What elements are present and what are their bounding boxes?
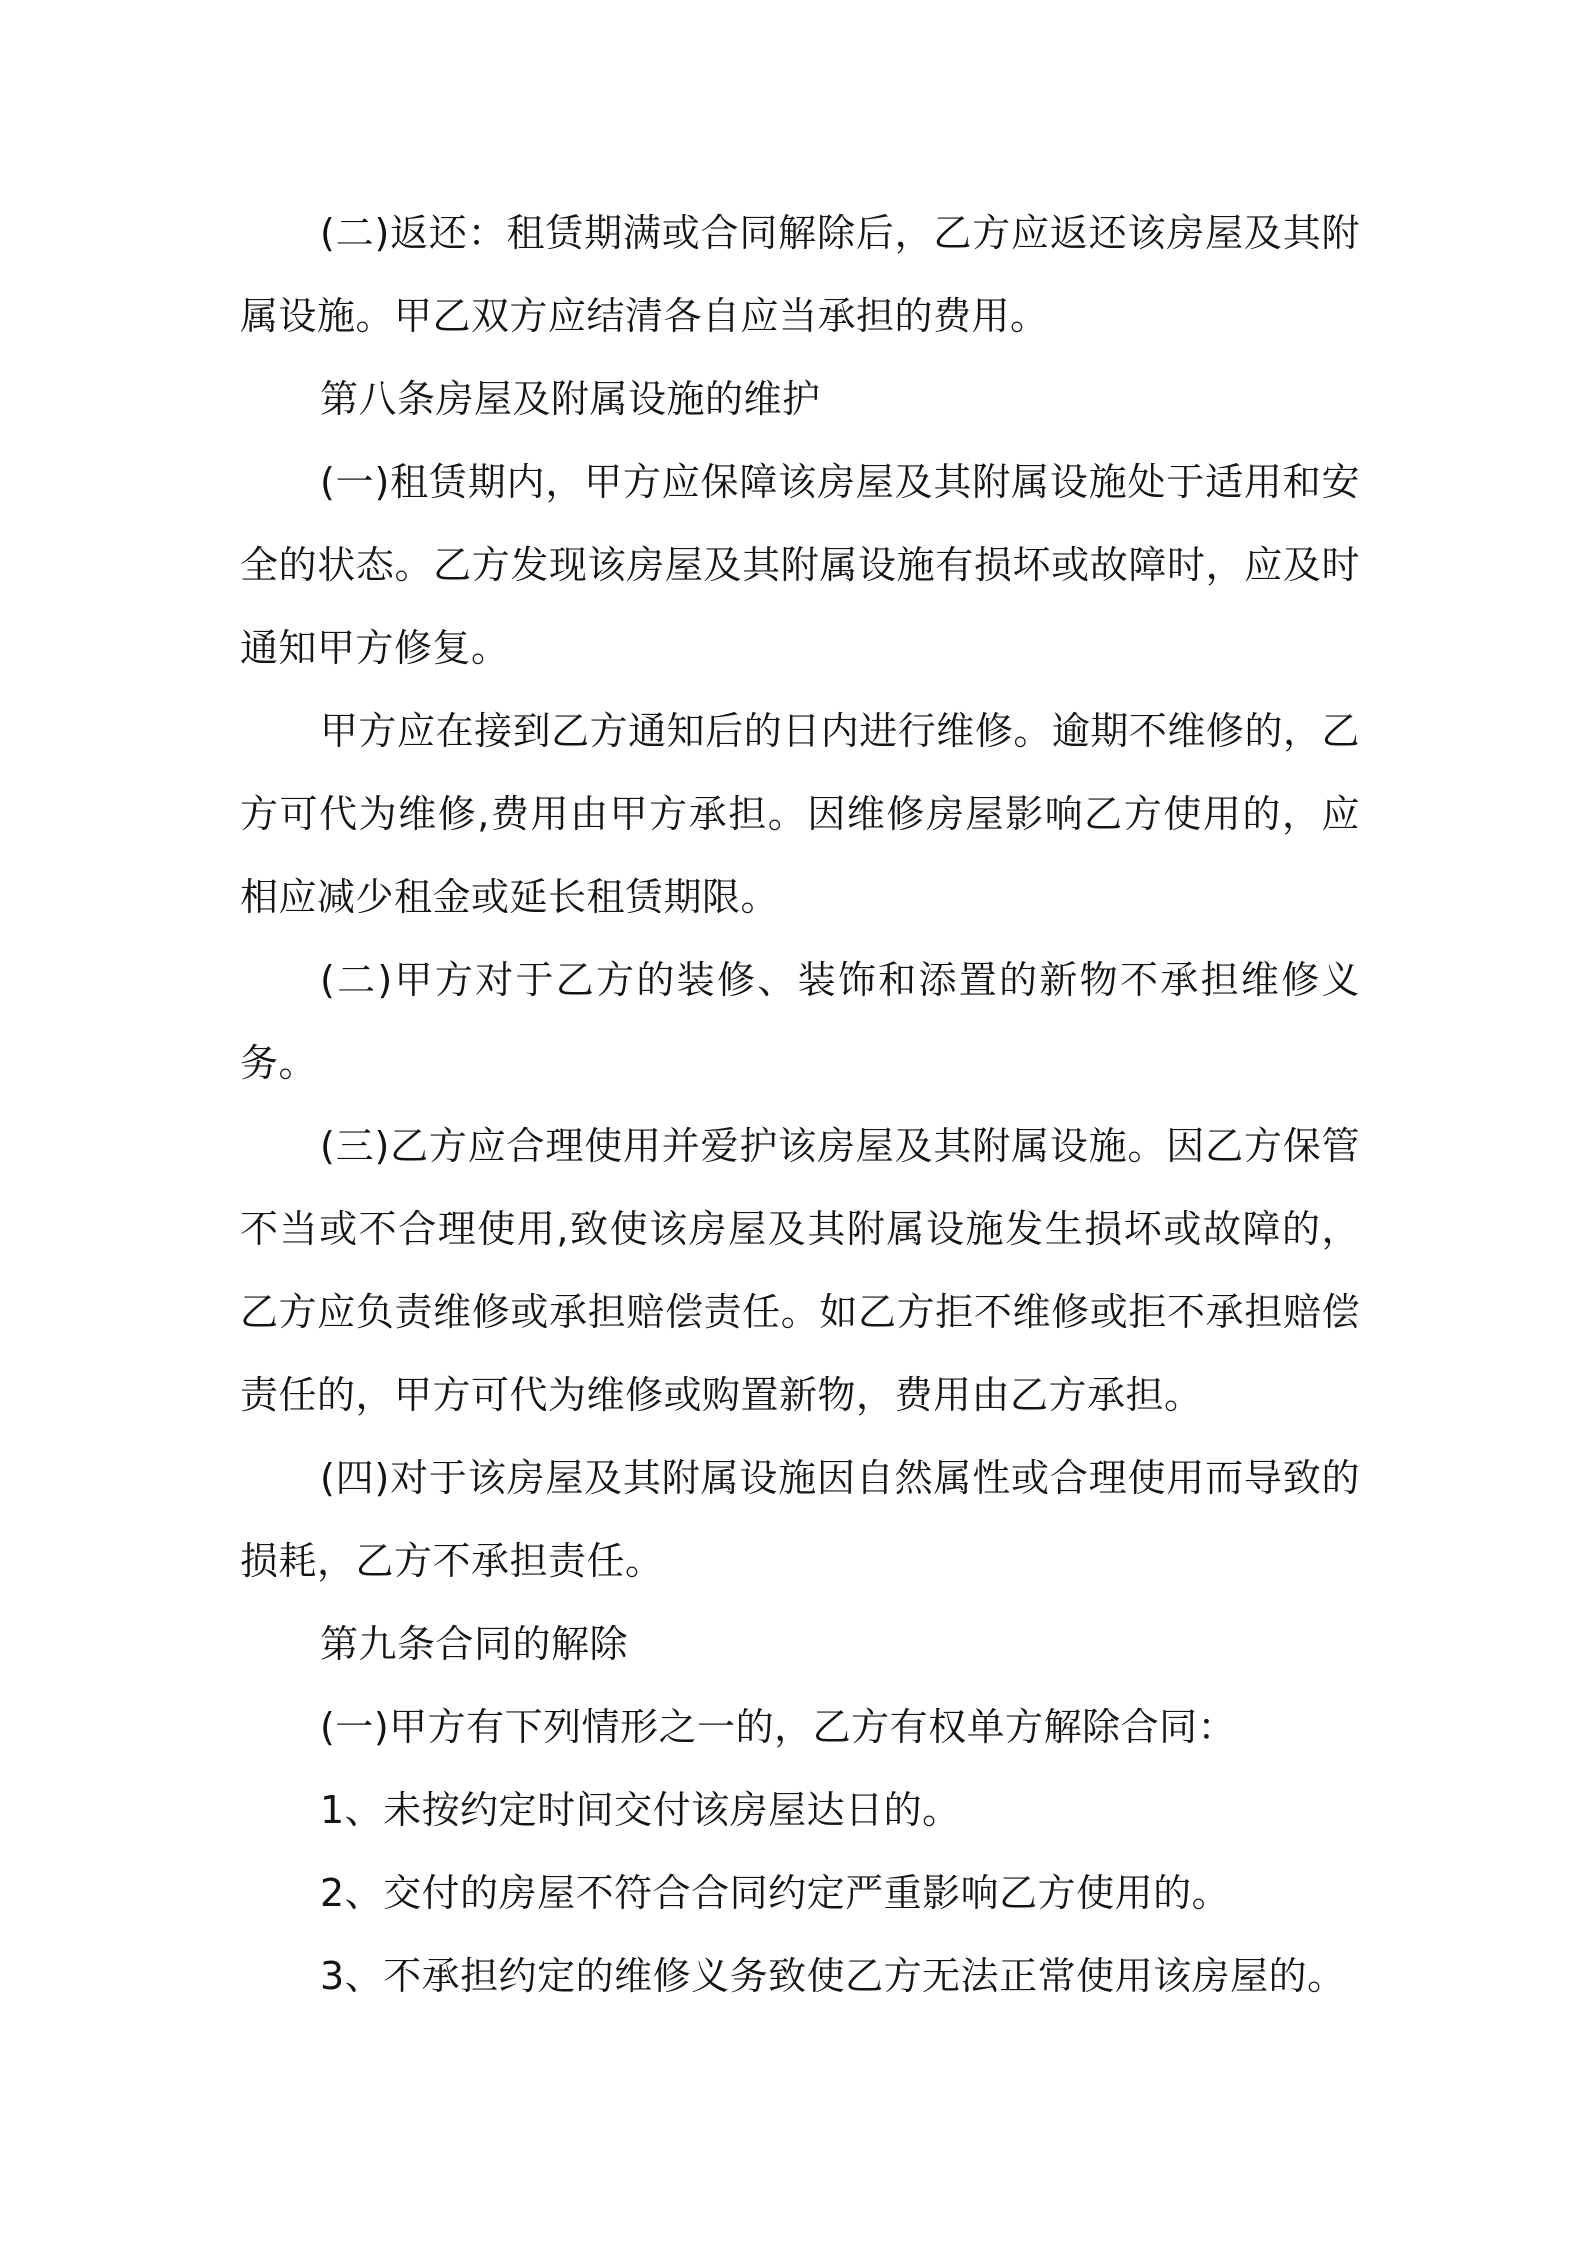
paragraph-maintenance-1: (一)租赁期内，甲方应保障该房屋及其附属设施处于适用和安全的状态。乙方发现该房屋及其附属设施有损坏或故障时，应及时通知甲方修复。 bbox=[240, 460, 1360, 670]
paragraph-maintenance-3: (三)乙方应合理使用并爱护该房屋及其附属设施。因乙方保管不当或不合理使用,致使该房屋及其附属设施发生损坏或故障的，乙方应负责维修或承担赔偿责任。如乙方拒不维修或拒不承担赔偿责任的，甲方可代为维修或购置新物，费用由乙方承担。 bbox=[240, 1124, 1360, 1417]
paragraph-maintenance-2: (二)甲方对于乙方的装修、装饰和添置的新物不承担维修义务。 bbox=[240, 958, 1360, 1085]
paragraph-termination-1: (一)甲方有下列情形之一的，乙方有权单方解除合同： bbox=[320, 1705, 1237, 1749]
article-8-heading: 第八条房屋及附属设施的维护 bbox=[320, 377, 821, 421]
paragraph-repair-deadline: 甲方应在接到乙方通知后的日内进行维修。逾期不维修的，乙方可代为维修,费用由甲方承担。因维修房屋影响乙方使用的，应相应减少租金或延长租赁期限。 bbox=[240, 709, 1360, 919]
article-9-heading: 第九条合同的解除 bbox=[320, 1622, 629, 1666]
paragraph-return-clause: (二)返还：租赁期满或合同解除后，乙方应返还该房屋及其附属设施。甲乙双方应结清各自应当承担的费用。 bbox=[240, 211, 1360, 338]
list-item-2: 2、交付的房屋不符合合同约定严重影响乙方使用的。 bbox=[320, 1871, 1231, 1915]
list-item-1: 1、未按约定时间交付该房屋达日的。 bbox=[320, 1788, 961, 1832]
document-body bbox=[240, 192, 1360, 2018]
list-item-3: 3、不承担约定的维修义务致使乙方无法正常使用该房屋的。 bbox=[320, 1954, 1346, 1998]
paragraph-maintenance-4: (四)对于该房屋及其附属设施因自然属性或合理使用而导致的损耗，乙方不承担责任。 bbox=[240, 1456, 1360, 1583]
